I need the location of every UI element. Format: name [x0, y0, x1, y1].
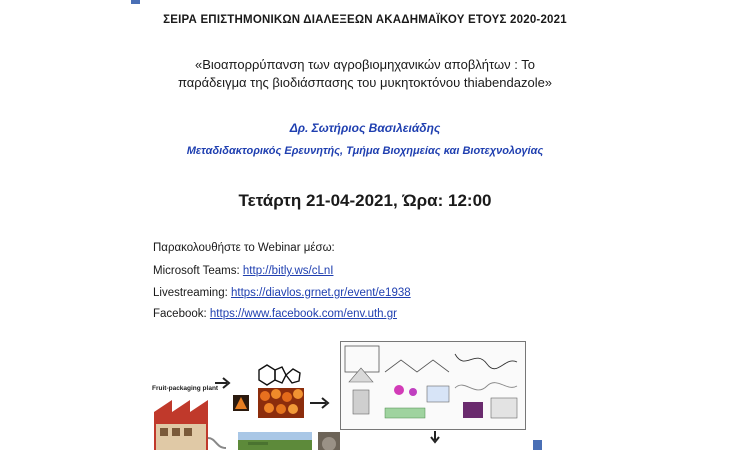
- livestream-row: [153, 287, 411, 299]
- factory-illustration: [150, 392, 230, 450]
- fruit-packaging-plant-label: Fruit-packaging plant: [152, 385, 219, 392]
- facebook-link[interactable]: https://www.facebook.com/env.uth.gr: [209, 308, 397, 320]
- event-datetime: Τετάρτη 21-04-2021, Ώρα: 12:00: [238, 191, 492, 210]
- corner-marker-bottom: [533, 440, 542, 450]
- fungicide-bottle-icon: [232, 394, 250, 412]
- talk-title: [120, 56, 610, 92]
- lecture-series-title: ΣΕΙΡΑ ΕΠΙΣΤΗΜΟΝΙΚΩΝ ΔΙΑΛΕΞΕΩΝ ΑΚΑΔΗΜΑΪΚΟΥ ΕΤΟΥΣ 2020-2021: [163, 14, 567, 26]
- webinar-heading: Παρακολουθήστε το Webinar μέσω:: [153, 242, 335, 254]
- livestream-link[interactable]: https://diavlos.grnet.gr/event/e1938: [230, 287, 411, 299]
- talk-title-line-2: παράδειγμα της βιοδιάσπασης του μυκητοκτόνου thiabendazole»: [177, 75, 553, 90]
- soil-sample-photo: [318, 432, 340, 450]
- workflow-diagram: [341, 342, 525, 429]
- speaker-name: Δρ. Σωτήριος Βασιλειάδης: [289, 121, 441, 135]
- facebook-label: Facebook:: [153, 308, 210, 320]
- facebook-row: [153, 308, 397, 320]
- thiabendazole-structure-icon: [255, 360, 303, 390]
- speaker-affiliation: Μεταδιδακτορικός Ερευνητής, Τμήμα Βιοχημείας και Βιοτεχνολογίας: [186, 145, 544, 157]
- livestream-label: Livestreaming:: [153, 287, 231, 299]
- corner-marker-top: [131, 0, 140, 4]
- teams-label: Microsoft Teams:: [153, 265, 243, 277]
- arrow-icon: [213, 375, 235, 391]
- fruit-pile-photo: [258, 388, 304, 418]
- teams-row: [153, 265, 333, 277]
- teams-link[interactable]: http://bitly.ws/cLnI: [242, 265, 334, 277]
- research-workflow-figure: [340, 341, 526, 430]
- arrow-icon: [308, 395, 334, 411]
- talk-title-line-1: «Βιοαπορρύπανση των αγροβιομηχανικών αποβλήτων : Το: [195, 57, 535, 72]
- down-arrow-icon: [428, 430, 442, 444]
- field-photo: [238, 432, 312, 450]
